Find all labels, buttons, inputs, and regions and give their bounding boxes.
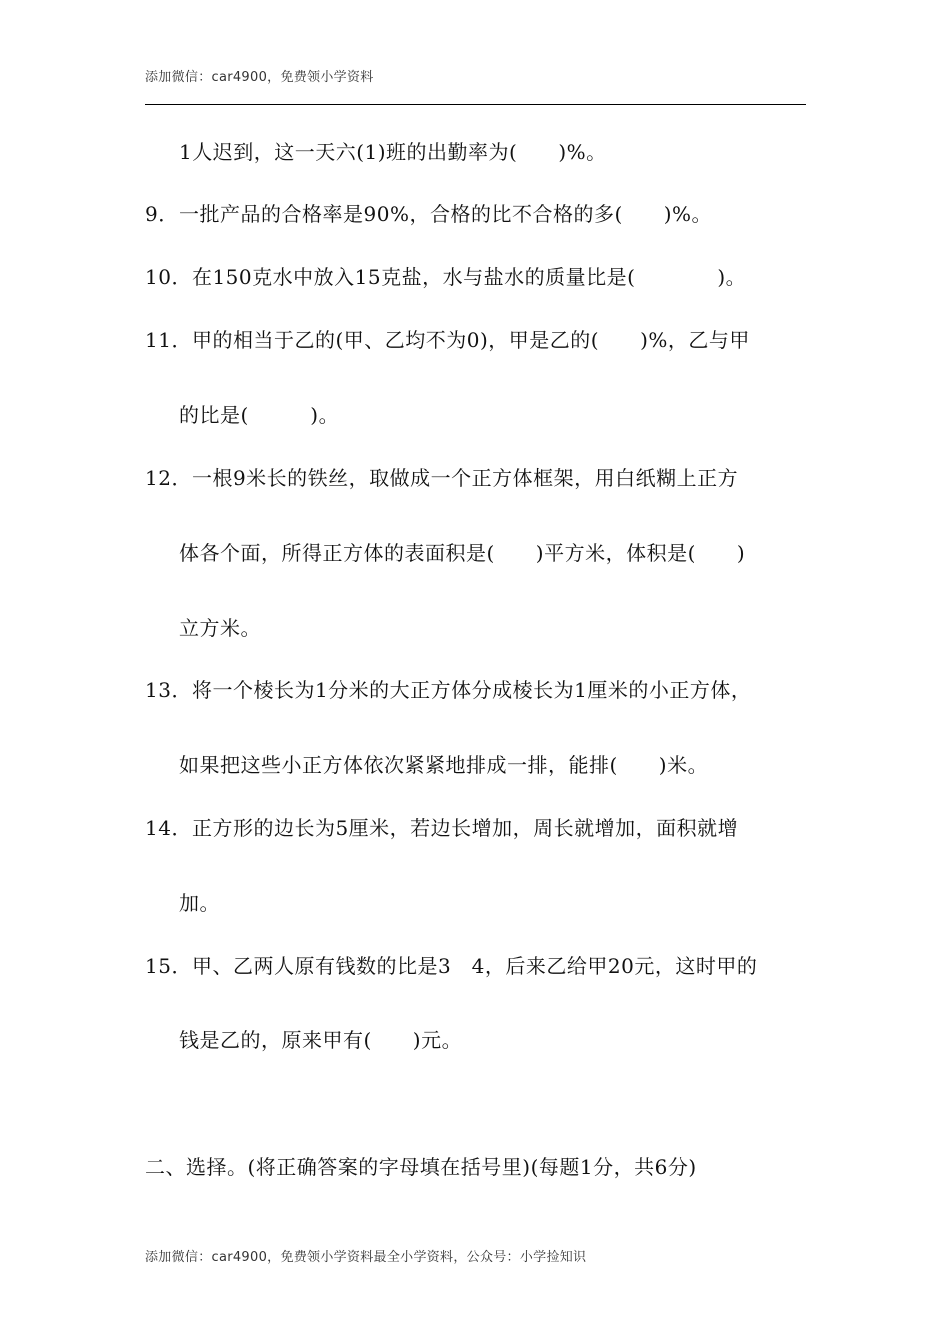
question-number: 10．	[145, 265, 192, 289]
page-footer: 添加微信：car4900，免费领小学资料最全小学资料，公众号：小学捡知识	[145, 1250, 587, 1265]
question-text: 一根9米长的铁丝，取做成一个正方体框架，用白纸糊上正方	[191, 466, 739, 490]
question-text: 在150克水中放入15克盐，水与盐水的质量比是( )。	[191, 265, 747, 289]
question-text: 将一个棱长为1分米的大正方体分成棱长为1厘米的小正方体，	[191, 678, 752, 702]
question-12	[145, 465, 738, 491]
question-number: 11．	[145, 328, 192, 352]
question-9	[145, 201, 712, 227]
question-12-line-2: 体各个面，所得正方体的表面积是( )平方米，体积是( )	[179, 541, 746, 565]
header-divider	[145, 104, 806, 105]
question-8-continuation: 1人迟到，这一天六(1)班的出勤率为( )%。	[179, 140, 607, 164]
question-number: 12．	[145, 466, 192, 490]
question-11	[145, 327, 750, 353]
question-text: 甲的相当于乙的(甲、乙均不为0)，甲是乙的( )%，乙与甲	[191, 328, 750, 352]
question-12-line-3: 立方米。	[179, 616, 261, 640]
page-header: 添加微信：car4900，免费领小学资料	[145, 70, 374, 85]
question-text: 甲、乙两人原有钱数的比是3 4，后来乙给甲20元，这时甲的	[191, 954, 758, 978]
question-number: 13．	[145, 678, 192, 702]
question-14	[145, 815, 738, 841]
question-number: 9．	[145, 202, 179, 226]
question-11-line-2: 的比是( )。	[179, 403, 340, 427]
question-text: 正方形的边长为5厘米，若边长增加，周长就增加，面积就增	[191, 816, 739, 840]
question-13-line-2: 如果把这些小正方体依次紧紧地排成一排，能排( )米。	[179, 753, 709, 777]
question-15	[145, 953, 757, 979]
question-number: 15．	[145, 954, 192, 978]
question-text: 一批产品的合格率是90%，合格的比不合格的多( )%。	[179, 202, 713, 226]
question-15-line-2: 钱是乙的，原来甲有( )元。	[179, 1028, 463, 1052]
question-13	[145, 677, 751, 703]
question-number: 14．	[145, 816, 192, 840]
question-10	[145, 264, 746, 290]
question-14-line-2: 加。	[179, 891, 220, 915]
section-title: 二、选择。(将正确答案的字母填在括号里)(每题1分，共6分)	[145, 1155, 697, 1179]
